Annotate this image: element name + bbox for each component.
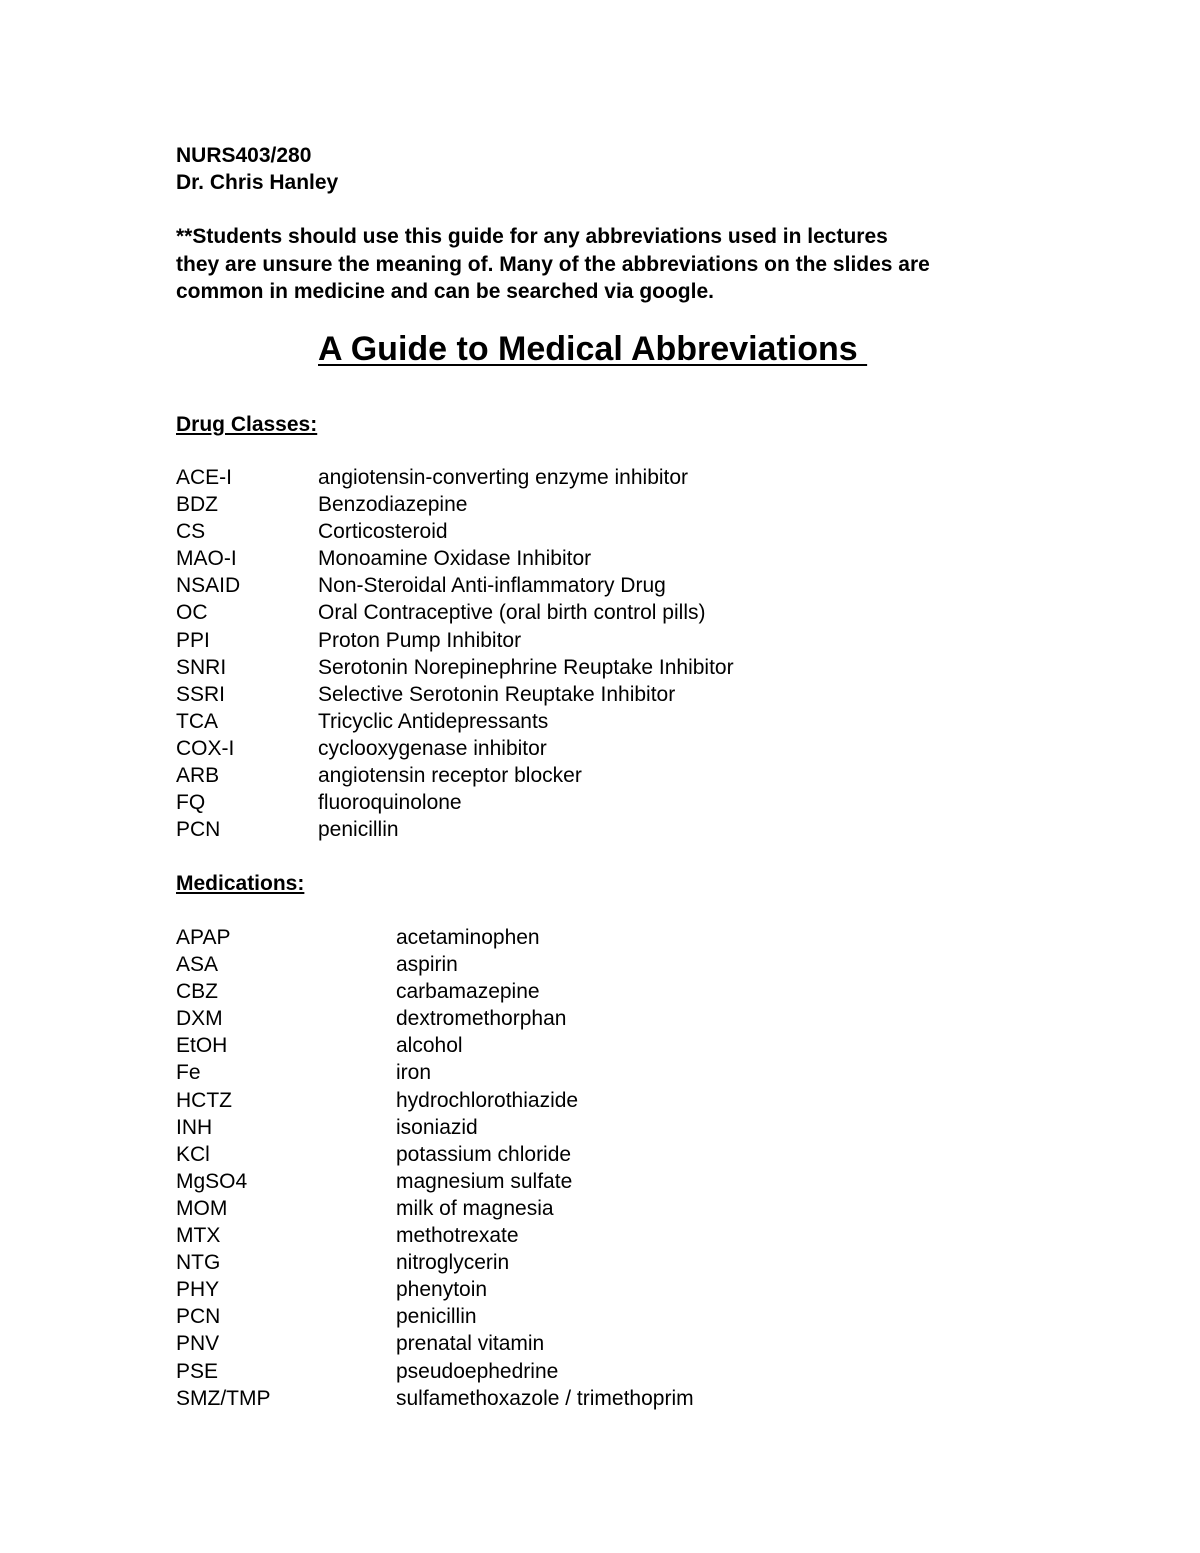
abbreviation: NSAID (176, 574, 241, 598)
drug-classes-heading: Drug Classes: (176, 413, 318, 436)
abbreviation: SMZ/TMP (176, 1386, 271, 1410)
abbreviation: Fe (176, 1061, 201, 1085)
abbreviation: MTX (176, 1224, 221, 1248)
abbreviation-meaning: methotrexate (396, 1224, 519, 1248)
abbreviation-meaning: alcohol (396, 1034, 463, 1058)
abbreviation-meaning: penicillin (396, 1305, 477, 1329)
abbreviation-meaning: aspirin (396, 953, 458, 977)
abbreviation: FQ (176, 791, 206, 815)
note-line: common in medicine and can be searched via google. (176, 280, 714, 303)
abbreviation-meaning: potassium chloride (396, 1142, 572, 1166)
abbreviation-meaning: Proton Pump Inhibitor (318, 628, 522, 652)
abbreviation-meaning: pseudoephedrine (396, 1359, 559, 1383)
abbreviation-meaning: Non-Steroidal Anti-inflammatory Drug (318, 574, 666, 598)
abbreviation: OC (176, 601, 208, 625)
abbreviation-meaning: fluoroquinolone (318, 791, 462, 815)
abbreviation: KCl (176, 1142, 210, 1166)
abbreviation-meaning: angiotensin-converting enzyme inhibitor (318, 466, 689, 489)
page-title: A Guide to Medical Abbreviations (318, 330, 868, 368)
abbreviation: SSRI (176, 682, 226, 706)
abbreviation: HCTZ (176, 1088, 232, 1112)
abbreviation-meaning: sulfamethoxazole / trimethoprim (396, 1386, 694, 1410)
abbreviation-meaning: phenytoin (396, 1278, 488, 1302)
abbreviation-meaning: penicillin (318, 818, 399, 842)
abbreviation-meaning: dextromethorphan (396, 1007, 567, 1031)
abbreviation-meaning: Tricyclic Antidepressants (318, 709, 549, 733)
abbreviation-meaning: iron (396, 1061, 432, 1085)
course-code: NURS403/280 (176, 144, 312, 167)
abbreviation-meaning: magnesium sulfate (396, 1169, 573, 1193)
abbreviation-meaning: acetaminophen (396, 926, 540, 949)
abbreviation: PSE (176, 1359, 219, 1383)
abbreviation: ARB (176, 764, 220, 788)
abbreviation: PPI (176, 628, 210, 652)
abbreviation-meaning: hydrochlorothiazide (396, 1088, 579, 1112)
abbreviation: NTG (176, 1251, 221, 1275)
abbreviation-meaning: milk of magnesia (396, 1196, 554, 1220)
abbreviation-meaning: cyclooxygenase inhibitor (318, 736, 547, 760)
abbreviation-meaning: isoniazid (396, 1115, 478, 1139)
abbreviation: COX-I (176, 736, 235, 760)
abbreviation-meaning: nitroglycerin (396, 1251, 510, 1275)
abbreviation-meaning: Oral Contraceptive (oral birth control pills) (318, 601, 706, 625)
abbreviation: PNV (176, 1332, 220, 1356)
abbreviation-meaning: Serotonin Norepinephrine Reuptake Inhibitor (318, 655, 734, 679)
medications-heading: Medications: (176, 872, 305, 895)
abbreviation: PHY (176, 1278, 220, 1302)
abbreviation-meaning: Corticosteroid (318, 520, 448, 544)
student-note (176, 223, 1056, 306)
abbreviation-meaning: carbamazepine (396, 980, 540, 1004)
abbreviation-meaning: Selective Serotonin Reuptake Inhibitor (318, 682, 676, 706)
abbreviation: BDZ (176, 493, 218, 517)
abbreviation: TCA (176, 709, 218, 733)
abbreviation: CBZ (176, 980, 218, 1004)
abbreviation: PCN (176, 1305, 221, 1329)
abbreviation: CS (176, 520, 206, 544)
abbreviation: DXM (176, 1007, 223, 1031)
abbreviation-meaning: angiotensin receptor blocker (318, 764, 582, 788)
abbreviation: EtOH (176, 1034, 228, 1058)
abbreviation-meaning: Monoamine Oxidase Inhibitor (318, 547, 592, 571)
abbreviation: MOM (176, 1196, 228, 1220)
abbreviation: SNRI (176, 655, 227, 679)
abbreviation: ACE-I (176, 466, 233, 489)
abbreviation: MAO-I (176, 547, 237, 571)
abbreviation: ASA (176, 953, 219, 977)
abbreviation: MgSO4 (176, 1169, 248, 1193)
abbreviation: PCN (176, 818, 221, 842)
abbreviation-meaning: Benzodiazepine (318, 493, 468, 517)
abbreviation: APAP (176, 926, 231, 949)
note-line: **Students should use this guide for any abbreviations used in lectures (176, 225, 888, 248)
abbreviation: INH (176, 1115, 213, 1139)
abbreviation-meaning: prenatal vitamin (396, 1332, 545, 1356)
instructor-name: Dr. Chris Hanley (176, 171, 339, 194)
note-line: they are unsure the meaning of. Many of the abbreviations on the slides are (176, 252, 930, 276)
